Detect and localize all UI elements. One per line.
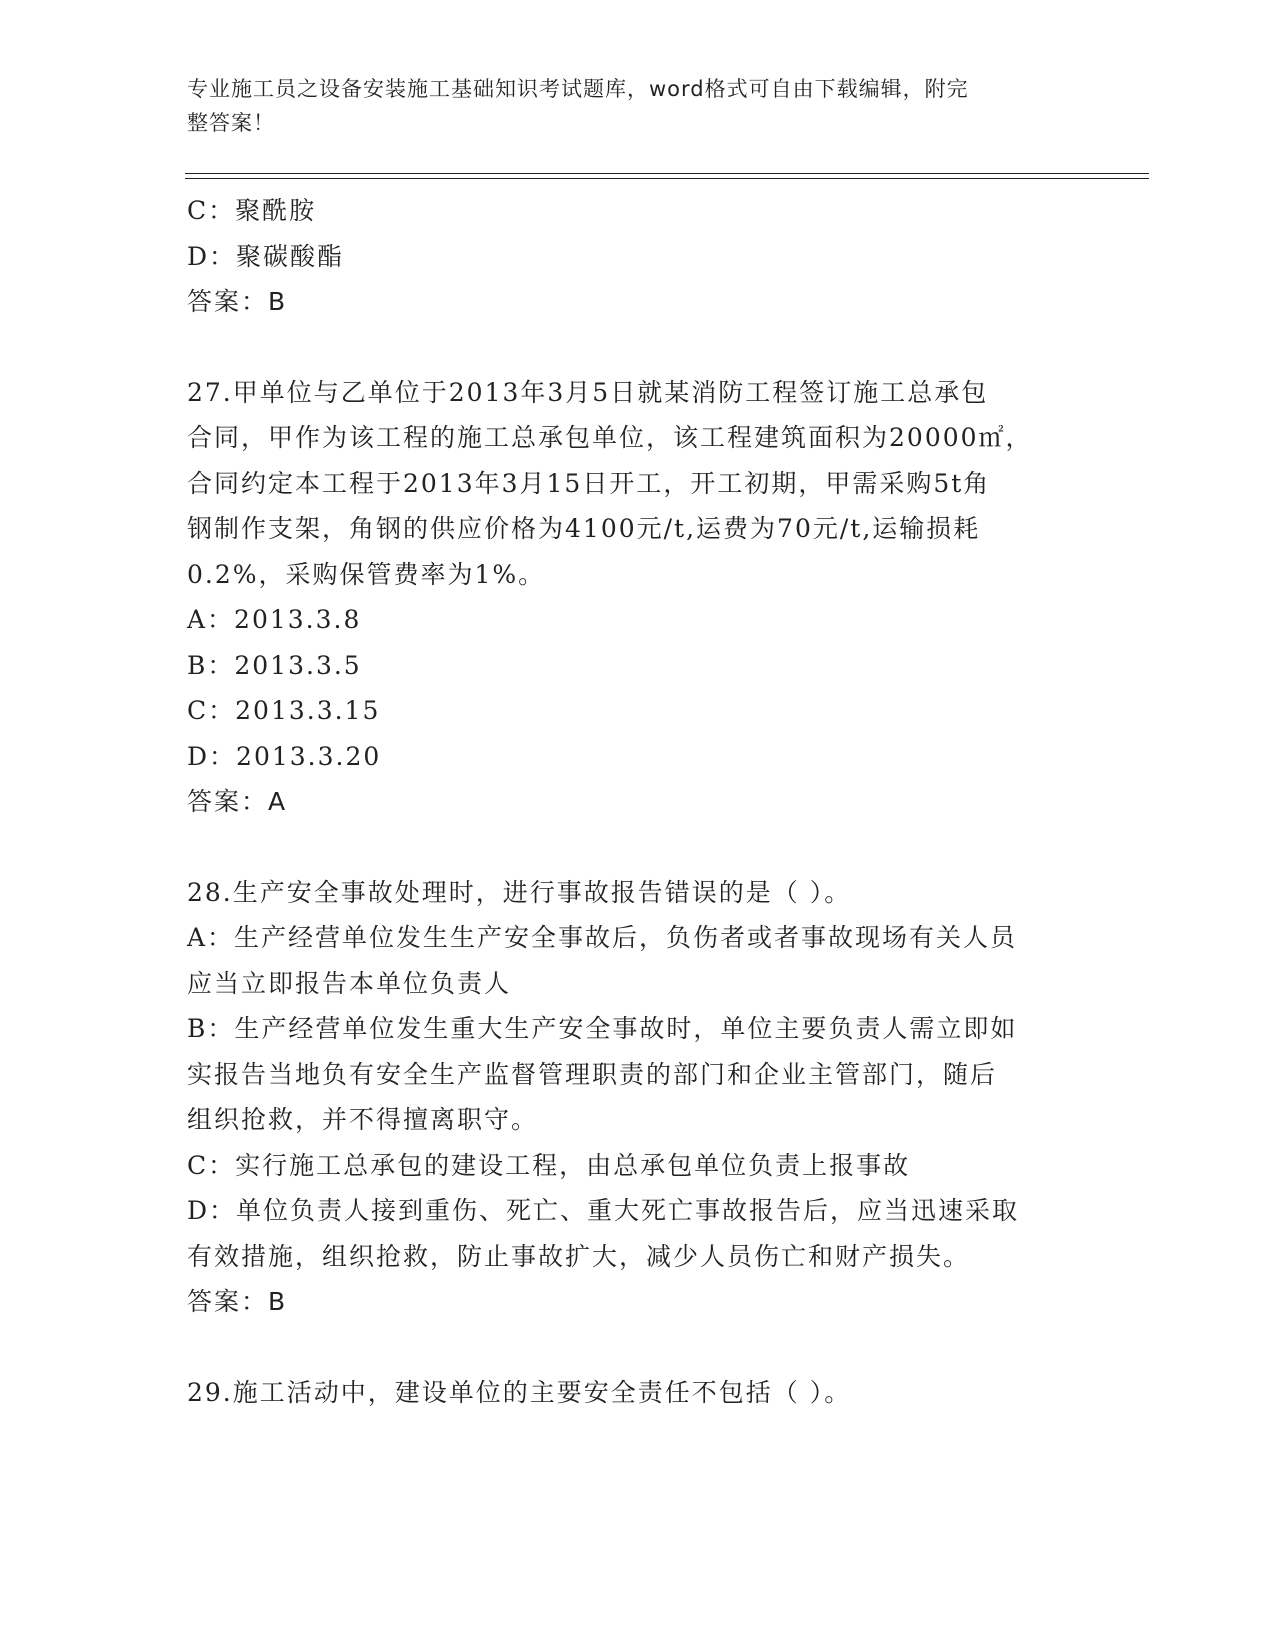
page-header	[187, 72, 1067, 140]
question-content	[187, 188, 1077, 1415]
option-c: C：聚酰胺	[187, 196, 317, 225]
question-stem-line: 钢制作支架，角钢的供应价格为4100元/t,运费为70元/t,运输损耗	[187, 514, 981, 543]
option-b-line: 实报告当地负有安全生产监督管理职责的部门和企业主管部门，随后	[187, 1059, 998, 1089]
option-c: C：实行施工总承包的建设工程，由总承包单位负责上报事故	[187, 1150, 911, 1180]
option-b-line: B：生产经营单位发生重大生产安全事故时，单位主要负责人需立即如	[187, 1014, 1018, 1043]
option-d-line: D：单位负责人接到重伤、死亡、重大死亡事故报告后，应当迅速采取	[187, 1196, 1020, 1225]
header-double-rule	[185, 173, 1149, 179]
question-26-continuation	[187, 188, 1077, 325]
header-line-1: 专业施工员之设备安装施工基础知识考试题库，word格式可自由下载编辑，附完	[187, 77, 969, 101]
answer: 答案：A	[187, 787, 288, 816]
question-stem: 28.生产安全事故处理时，进行事故报告错误的是（ ）。	[187, 877, 852, 907]
answer: 答案：B	[187, 287, 288, 316]
answer: 答案：B	[187, 1287, 288, 1316]
option-d-line: 有效措施，组织抢救，防止事故扩大，减少人员伤亡和财产损失。	[187, 1241, 971, 1271]
option-a-line: A：生产经营单位发生生产安全事故后，负伤者或者事故现场有关人员	[187, 923, 1018, 952]
option-a: A：2013.3.8	[187, 605, 362, 634]
spacer	[187, 325, 1077, 370]
option-b: B：2013.3.5	[187, 650, 362, 680]
option-a-line: 应当立即报告本单位负责人	[187, 968, 512, 998]
option-d: D：2013.3.20	[187, 741, 382, 771]
header-line-2: 整答案！	[187, 111, 275, 135]
spacer	[187, 1325, 1077, 1370]
question-stem-line: 合同约定本工程于2013年3月15日开工，开工初期，甲需采购5t角	[187, 468, 991, 498]
option-c: C：2013.3.15	[187, 696, 381, 725]
question-28	[187, 870, 1077, 1325]
question-stem: 29.施工活动中，建设单位的主要安全责任不包括（ ）。	[187, 1377, 852, 1407]
question-stem-line: 0.2%，采购保管费率为1%。	[187, 559, 546, 589]
question-stem-line: 合同，甲作为该工程的施工总承包单位，该工程建筑面积为20000㎡，	[187, 423, 1033, 452]
question-27	[187, 370, 1077, 825]
option-b-line: 组织抢救，并不得擅离职守。	[187, 1105, 539, 1134]
spacer	[187, 825, 1077, 870]
option-d: D：聚碳酸酯	[187, 241, 345, 271]
question-stem-line: 27.甲单位与乙单位于2013年3月5日就某消防工程签订施工总承包	[187, 377, 989, 407]
question-29	[187, 1370, 1077, 1416]
